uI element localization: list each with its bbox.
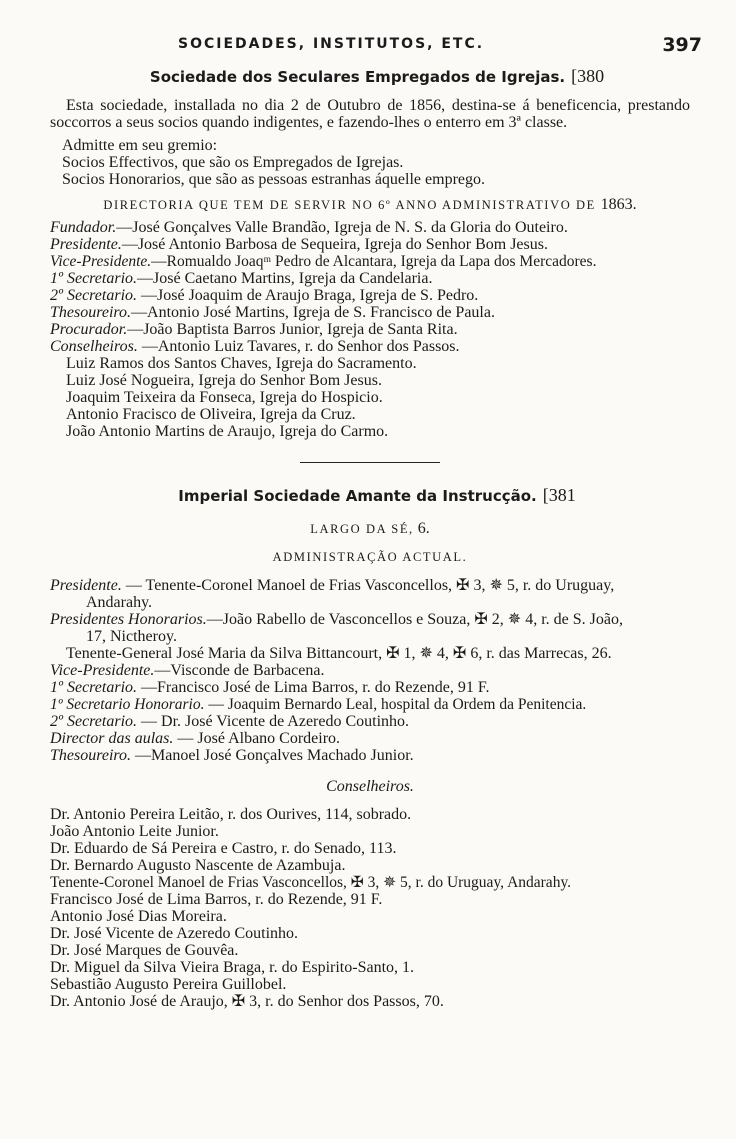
officer-row: [50, 662, 690, 679]
councillor-row: Dr. Miguel da Silva Vieira Braga, r. do Espirito-Santo, 1.: [50, 959, 415, 976]
councillors-heading: Conselheiros.: [326, 778, 414, 795]
officer-role: Presidente.: [50, 236, 122, 253]
admits-item: Socios Honorarios, que são as pessoas estranhas áquelle emprego.: [62, 171, 485, 188]
officer-role: 2º Secretario.: [50, 287, 138, 304]
officer-row: [50, 287, 690, 304]
section-380-title: [64, 66, 690, 87]
councillor-row: Dr. José Vicente de Azeredo Coutinho.: [50, 925, 299, 942]
document-page: [50, 34, 702, 1010]
officer-text: —João Rabello de Vasconcellos e Souza, ✠ 2, ✵ 4, r. de S. João,: [206, 611, 623, 628]
officer-text: —Antonio Luiz Tavares, r. do Senhor dos Passos.: [137, 338, 460, 355]
officer-text: —Antonio José Martins, Igreja de S. Francisco de Paula.: [131, 304, 495, 321]
officer-text: — Dr. José Vicente de Azeredo Coutinho.: [137, 713, 410, 730]
officer-text: — José Albano Cordeiro.: [173, 730, 341, 747]
councillor-row: Tenente-Coronel Manoel de Frias Vasconcellos, ✠ 3, ✵ 5, r. do Uruguay, Andarahy.: [50, 874, 572, 891]
officer-row: [50, 338, 690, 355]
officer-role: Director das aulas.: [50, 730, 174, 747]
officer-text: —José Antonio Barbosa de Sequeira, Igreja do Senhor Bom Jesus.: [121, 236, 548, 253]
councillor-row: João Antonio Martins de Araujo, Igreja do Carmo.: [66, 423, 389, 440]
officer-text: —Romualdo Joaqᵐ Pedro de Alcantara, Igreja da Lapa dos Mercadores.: [151, 253, 597, 270]
running-header: SOCIEDADES, INSTITUTOS, ETC.: [178, 36, 485, 52]
officer-text: —José Gonçalves Valle Brandão, Igreja de N. S. da Gloria do Outeiro.: [116, 219, 568, 236]
section-381-title: [64, 485, 690, 506]
officer-text: — Tenente-Coronel Manoel de Frias Vasconcellos, ✠ 3, ✵ 5, r. do Uruguay,: [121, 577, 615, 594]
officer-text: —Manoel José Gonçalves Machado Junior.: [131, 747, 414, 764]
section-381-number: [381: [542, 485, 576, 505]
officer-text: Tenente-General José Maria da Silva Bittancourt, ✠ 1, ✵ 4, ✠ 6, r. das Marrecas, 26.: [66, 645, 612, 662]
officer-row: [50, 219, 690, 236]
councillor-row: Luiz Ramos dos Santos Chaves, Igreja do Sacramento.: [66, 355, 417, 372]
officer-role: Vice-Presidente.: [50, 662, 155, 679]
councillor-row: Antonio José Dias Moreira.: [50, 908, 227, 925]
officer-role: 1º Secretario.: [50, 679, 138, 696]
officer-row: [50, 577, 690, 594]
officer-role: Thesoureiro.: [50, 747, 132, 764]
section-divider: [300, 462, 440, 463]
officer-continuation: 17, Nictheroy.: [86, 628, 177, 645]
councillor-row: Dr. Eduardo de Sá Pereira e Castro, r. do Senado, 113.: [50, 840, 397, 857]
directory-heading-text: DIRECTORIA QUE TEM DE SERVIR NO 6º ANNO ADMINISTRATIVO DE: [103, 198, 596, 212]
councillor-row: Francisco José de Lima Barros, r. do Rezende, 91 F.: [50, 891, 383, 908]
running-header-bar: [50, 34, 702, 66]
officer-role: Presidente.: [50, 577, 122, 594]
officer-role: Fundador.: [50, 219, 117, 236]
officer-row: [50, 611, 690, 628]
officer-text: —José Joaquim de Araujo Braga, Igreja de S. Pedro.: [137, 287, 479, 304]
officer-role: Thesoureiro.: [50, 304, 132, 321]
officer-role: Presidentes Honorarios.: [50, 611, 207, 628]
admits-intro: Admitte em seu gremio:: [62, 137, 218, 154]
officer-row: [50, 645, 690, 662]
councillor-row: Dr. José Marques de Gouvêa.: [50, 942, 239, 959]
officer-role: 1º Secretario.: [50, 270, 138, 287]
officer-row: [50, 253, 690, 270]
officer-continuation: Andarahy.: [86, 594, 153, 611]
officer-text: —João Baptista Barros Junior, Igreja de Santa Rita.: [127, 321, 458, 338]
section-381-address: [50, 520, 690, 538]
section-381-councillors: [50, 806, 690, 1010]
officer-text: —José Caetano Martins, Igreja da Candelaria.: [137, 270, 433, 287]
officer-row: [50, 747, 690, 764]
officer-text: —Francisco José de Lima Barros, r. do Rezende, 91 F.: [137, 679, 490, 696]
officer-role: 2º Secretario.: [50, 713, 138, 730]
officer-row: [50, 321, 690, 338]
officer-row: [50, 679, 690, 696]
section-380-officers: [50, 219, 690, 440]
officer-text: — Joaquim Bernardo Leal, hospital da Ordem da Penitencia.: [204, 696, 587, 713]
councillor-row: Dr. Antonio Pereira Leitão, r. dos Ourives, 114, sobrado.: [50, 806, 412, 823]
councillor-row: Joaquim Teixeira da Fonseca, Igreja do Hospicio.: [66, 389, 383, 406]
section-380-name: Sociedade dos Seculares Empregados de Igrejas.: [149, 68, 566, 86]
address-number: 6.: [417, 520, 430, 537]
officer-row: [50, 713, 690, 730]
councillor-row: João Antonio Leite Junior.: [50, 823, 219, 840]
page-number: 397: [662, 34, 702, 56]
councillor-row: Dr. Bernardo Augusto Nascente de Azambuja.: [50, 857, 346, 874]
admin-heading: ADMINISTRAÇÃO ACTUAL.: [272, 550, 468, 564]
officer-row: [50, 270, 690, 287]
officer-role: Procurador.: [50, 321, 128, 338]
directory-year: 1863.: [600, 196, 637, 213]
officer-role: Conselheiros.: [50, 338, 138, 355]
section-380-number: [380: [571, 66, 605, 86]
officer-row: [50, 730, 690, 747]
councillor-row: Antonio Fracisco de Oliveira, Igreja da Cruz.: [66, 406, 356, 423]
officer-row: [50, 696, 690, 713]
councillor-row: Sebastião Augusto Pereira Guillobel.: [50, 976, 287, 993]
directory-heading: [50, 196, 690, 214]
section-381-officers: [50, 577, 690, 764]
officer-role: Vice-Presidente.: [50, 253, 152, 270]
councillor-row: Dr. Antonio José de Araujo, ✠ 3, r. do Senhor dos Passos, 70.: [50, 993, 444, 1010]
officer-text: —Visconde de Barbacena.: [154, 662, 325, 679]
officer-role: 1º Secretario Honorario.: [50, 696, 205, 713]
address-label: LARGO DA SÉ,: [310, 522, 414, 536]
officer-row: [50, 236, 690, 253]
section-380-paragraph: Esta sociedade, installada no dia 2 de Outubro de 1856, destina-se á beneficencia, prestando soccorros a seus socios quando indigentes, e fazendo-lhes o enterro em 3ª classe.: [50, 97, 690, 131]
admits-item: Socios Effectivos, que são os Empregados de Igrejas.: [62, 154, 404, 171]
officer-row: [50, 304, 690, 321]
section-381-name: Imperial Sociedade Amante da Instrucção.: [178, 487, 537, 505]
councillor-row: Luiz José Nogueira, Igreja do Senhor Bom Jesus.: [66, 372, 382, 389]
